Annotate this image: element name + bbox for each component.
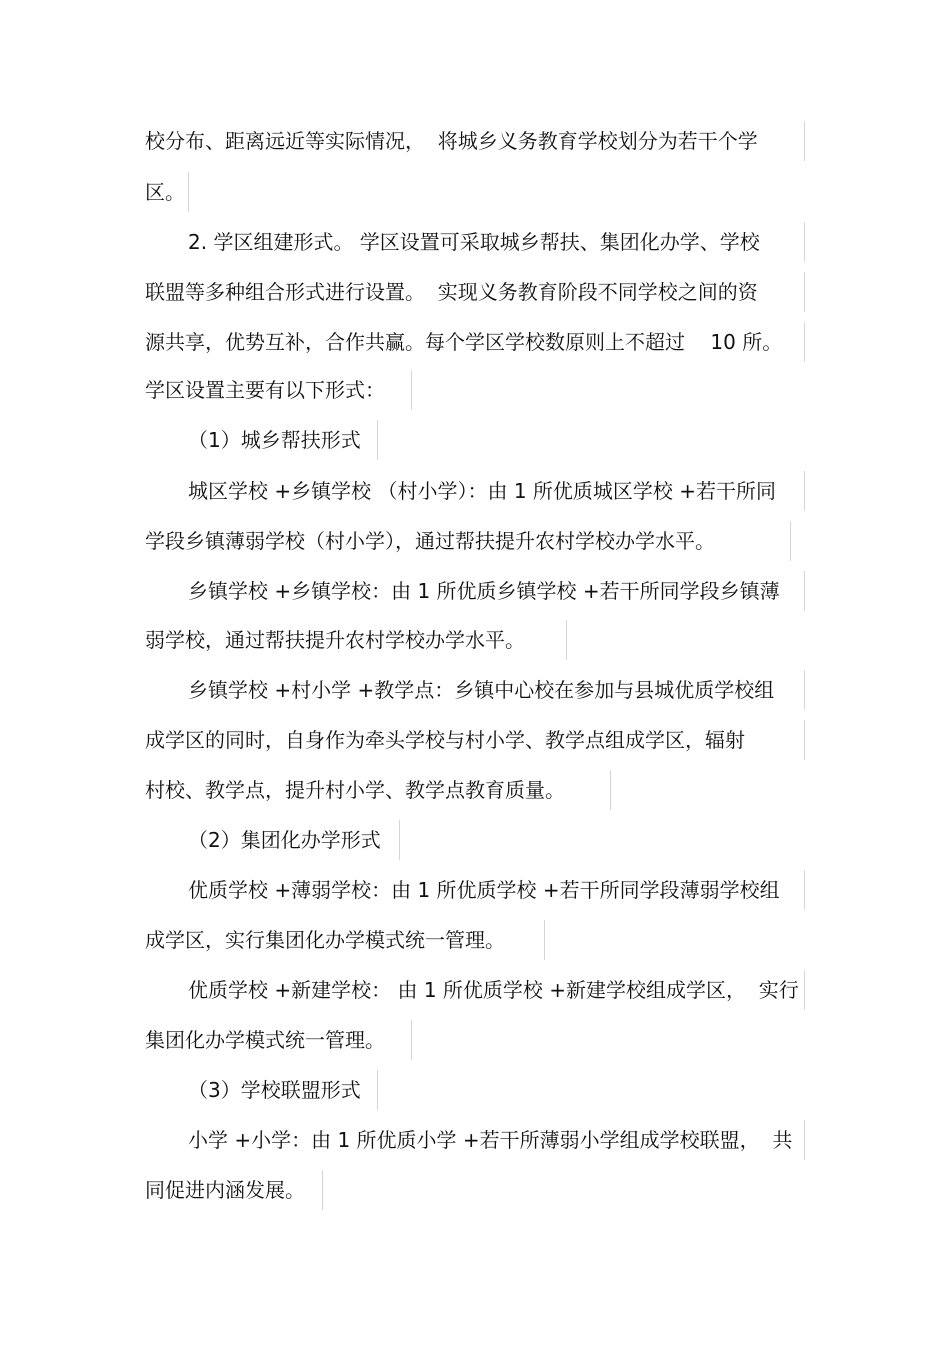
text-line: 区。 [145,172,189,212]
text-line: 优质学校 +新建学校： 由 1 所优质学校 +新建学校组成学区， 实行 [188,970,805,1010]
text-line: 学区设置主要有以下形式： [145,370,412,410]
text-line: 城区学校 +乡镇学校 （村小学）：由 1 所优质城区学校 +若干所同 [188,471,805,511]
text-line: 小学 +小学：由 1 所优质小学 +若干所薄弱小学组成学校联盟， 共 [188,1120,805,1160]
text-line: 同促进内涵发展。 [145,1170,323,1210]
text-line: 集团化办学模式统一管理。 [145,1020,412,1060]
text-line: 校分布、距离远近等实际情况， 将城乡义务教育学校划分为若干个学 [145,121,805,161]
text-line: 优质学校 +薄弱学校：由 1 所优质学校 +若干所同学段薄弱学校组 [188,870,805,910]
section-heading: （1）城乡帮扶形式 [188,420,378,460]
text-line: 乡镇学校 +村小学 +教学点：乡镇中心校在参加与县城优质学校组 [188,670,805,710]
text-line: 源共享，优势互补，合作共赢。每个学区学校数原则上不超过 10 所。 [145,322,805,362]
text-line: 村校、教学点，提升村小学、教学点教育质量。 [145,770,611,810]
text-line: 成学区，实行集团化办学模式统一管理。 [145,920,545,960]
text-line: 成学区的同时，自身作为牵头学校与村小学、教学点组成学区，辐射 [145,720,805,760]
section-heading: （3）学校联盟形式 [188,1070,378,1110]
text-line: 乡镇学校 +乡镇学校：由 1 所优质乡镇学校 +若干所同学段乡镇薄 [188,571,805,611]
section-heading: （2）集团化办学形式 [188,820,400,860]
text-line: 2. 学区组建形式。 学区设置可采取城乡帮扶、集团化办学、学校 [188,222,805,262]
text-line: 学段乡镇薄弱学校（村小学），通过帮扶提升农村学校办学水平。 [145,521,791,561]
text-line: 弱学校，通过帮扶提升农村学校办学水平。 [145,620,567,660]
text-line: 联盟等多种组合形式进行设置。 实现义务教育阶段不同学校之间的资 [145,272,805,312]
